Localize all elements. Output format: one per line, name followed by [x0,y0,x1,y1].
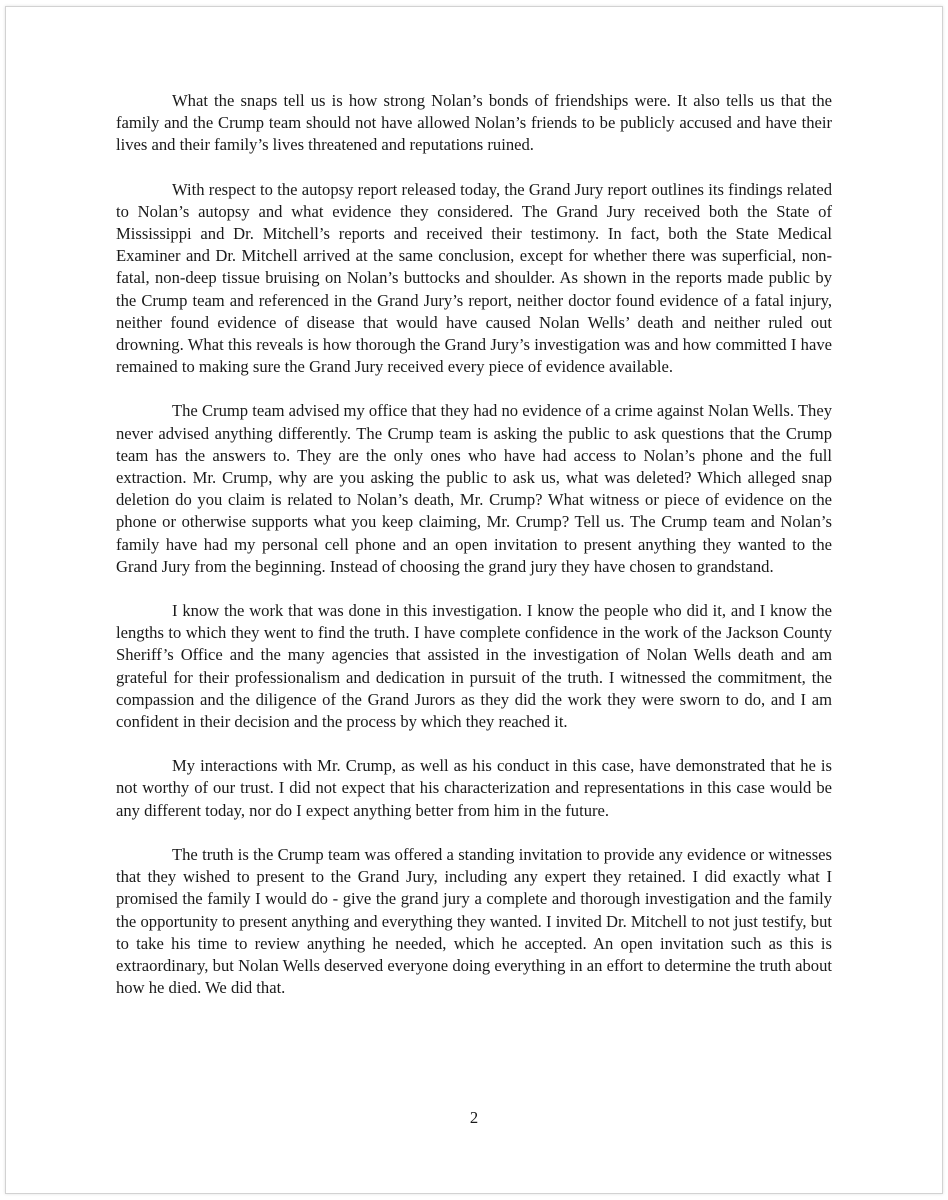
paragraph-snaps: What the snaps tell us is how strong Nolan’s bonds of friendships were. It also tells us that the family and the Crump team should not have allowed Nolan’s friends to be publicly accused and have their lives and their family’s lives threatened and reputations ruined. [116,91,832,155]
paragraph-interactions: My interactions with Mr. Crump, as well as his conduct in this case, have demonstrated that he is not worthy of our trust. I did not expect that his characterization and representations in this case would be any different today, nor do I expect anything better from him in the future. [116,756,832,820]
paragraph-autopsy-report: With respect to the autopsy report released today, the Grand Jury report outlines its findings related to Nolan’s autopsy and what evidence they considered. The Grand Jury received both the State of Mississippi and Dr. Mitchell’s reports and received their testimony. In fact, both the State Medical Examiner and Dr. Mitchell arrived at the same conclusion, except for whether there was superficial, non-fatal, non-deep tissue bruising on Nolan’s buttocks and shoulder. As shown in the reports made public by the Crump team and referenced in the Grand Jury’s report, neither doctor found evidence of a fatal injury, neither found evidence of disease that would have caused Nolan Wells’ death and neither ruled out drowning. What this reveals is how thorough the Grand Jury’s investigation was and how committed I have remained to making sure the Grand Jury received every piece of evidence available. [116,179,832,377]
paragraph-standing-invitation: The truth is the Crump team was offered a standing invitation to provide any evidence or witnesses that they wished to present to the Grand Jury, including any expert they retained. I did exactly what I promised the family I would do - give the grand jury a complete and thorough investigation and the family the opportunity to present anything and everything they wanted. I invited Dr. Mitchell to not just testify, but to take his time to review anything he needed, which he accepted. An open invitation such as this is extraordinary, but Nolan Wells deserved everyone doing everything in an effort to determine the truth about how he died. We did that. [116,844,832,998]
document-body [116,90,832,1021]
page-number: 2 [469,1108,479,1127]
paragraph-crump-team-evidence: The Crump team advised my office that they had no evidence of a crime against Nolan Wells. They never advised anything differently. The Crump team is asking the public to ask questions that the Crump team has the answers to. They are the only ones who have had access to Nolan’s phone and the full extraction. Mr. Crump, why are you asking the public to ask us, what was deleted? Which alleged snap deletion do you claim is related to Nolan’s death, Mr. Crump? What witness or piece of evidence on the phone or otherwise supports what you keep claiming, Mr. Crump? Tell us. The Crump team and Nolan’s family have had my personal cell phone and an open invitation to present anything they wanted to the Grand Jury from the beginning. Instead of choosing the grand jury they have chosen to grandstand. [116,401,832,576]
paragraph-investigation-work: I know the work that was done in this investigation. I know the people who did it, and I know the lengths to which they went to find the truth. I have complete confidence in the work of the Jackson County Sheriff’s Office and the many agencies that assisted in the investigation of Nolan Wells death and am grateful for their professionalism and dedication in pursuit of the truth. I witnessed the commitment, the compassion and the diligence of the Grand Jurors as they did the work they were sworn to do, and I am confident in their decision and the process by which they reached it. [116,601,832,732]
